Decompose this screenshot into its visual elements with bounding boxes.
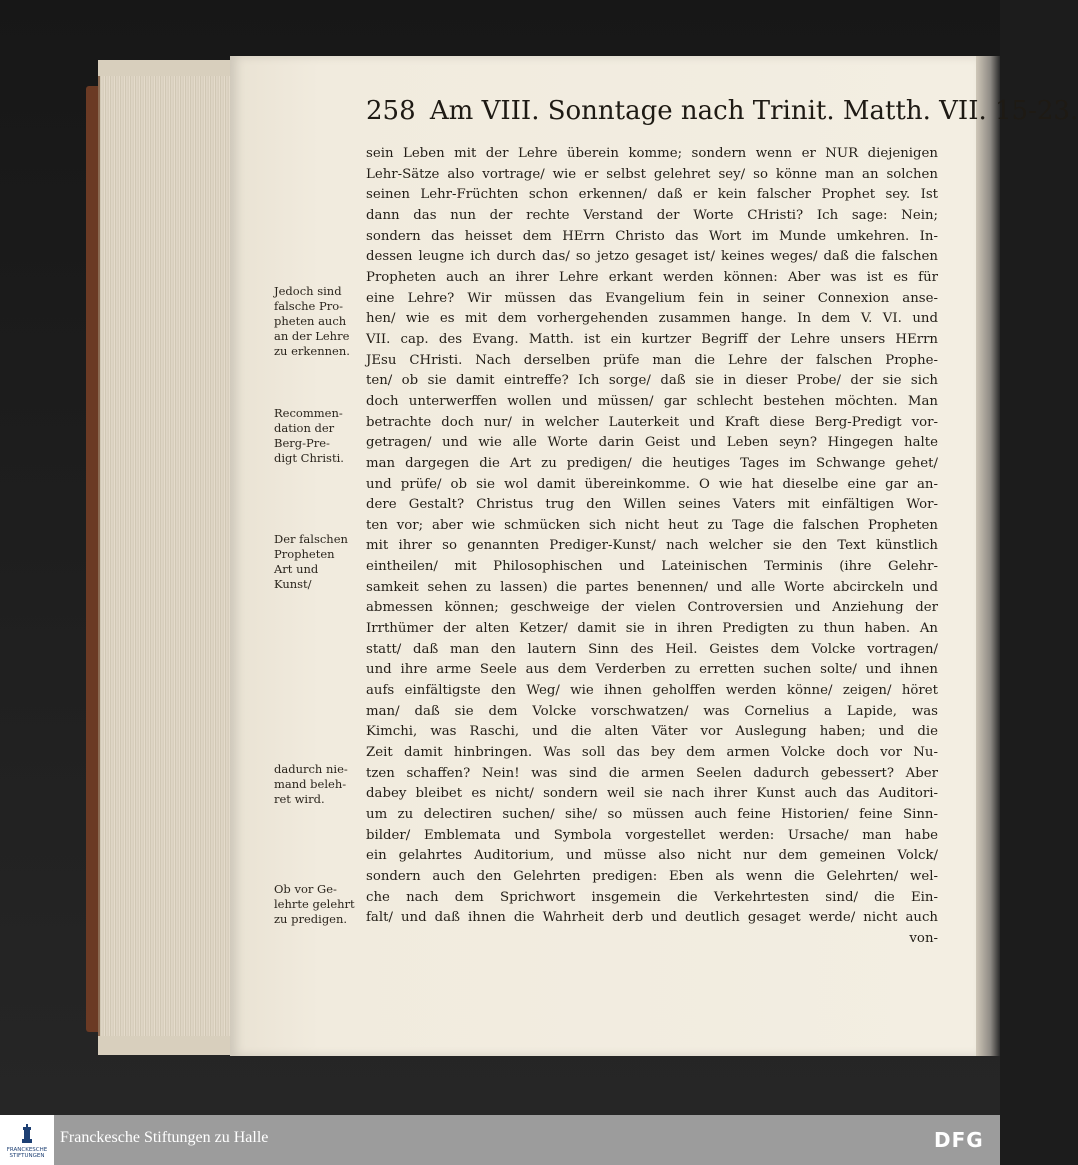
main-text [366, 144, 938, 950]
text-line: und prüfe/ ob sie wol damit übereinkomme. O wie hat dieselbe eine gar an- [366, 476, 938, 492]
stiftungen-emblem-icon [21, 1124, 33, 1144]
dfg-logo[interactable]: DFG [934, 1128, 984, 1152]
text-line: dessen leugne ich durch das/ so jetzo gesaget ist/ keines weges/ daß die falschen [366, 249, 938, 265]
marginal-note [274, 762, 366, 807]
marginal-line: Jedoch sind [274, 284, 342, 298]
text-line: ein gelahrtes Auditorium, und müsse also nicht nur dem gemeinen Volck/ [366, 848, 938, 864]
text-line: sondern das heisset dem HErrn Christo das Wort im Munde umkehren. In- [366, 228, 938, 244]
text-line: ten vor; aber wie schmücken sich nicht heut zu Tage die falschen Propheten [366, 517, 938, 533]
text-line: dabey bleibet es nicht/ sondern weil sie nach ihrer Kunst auch das Auditori- [366, 786, 938, 802]
text-line: statt/ daß man den lautern Sinn des Heil. Geistes dem Volcke vortragen/ [366, 641, 938, 657]
text-line: samkeit sehen zu lassen) die partes benennen/ und alle Worte abcirckeln und [366, 579, 938, 595]
text-line: hen/ wie es mit dem vorhergehenden zusammen hange. In dem V. VI. und [366, 311, 938, 327]
text-line: man dargegen die Art zu predigen/ die heutiges Tages im Schwange gehet/ [366, 455, 938, 471]
marginal-line: Berg-Pre- [274, 436, 330, 450]
institution-name[interactable]: Franckesche Stiftungen zu Halle [60, 1129, 269, 1146]
text-line: Irrthümer der alten Ketzer/ damit sie in ihren Predigten zu thun haben. An [366, 621, 938, 637]
text-line: abmessen können; geschweige der vielen Controversien und Anziehung der [366, 600, 938, 616]
marginal-line: dation der [274, 421, 335, 435]
running-title: Am VIII. Sonntage nach Trinit. Matth. VII. 15-23. [429, 96, 1078, 126]
page-number: 258 [366, 96, 416, 126]
running-header [366, 96, 1078, 126]
text-line: doch unterwerffen wollen und müssen/ gar schlecht bestehen möchten. Man [366, 393, 938, 409]
text-line: eintheilen/ mit Philosophischen und Lateinischen Terminis (ihre Gelehr- [366, 559, 938, 575]
marginal-line: Ob vor Ge- [274, 882, 337, 896]
marginal-line: zu predigen. [274, 912, 348, 926]
text-line: tzen schaffen? Nein! was sind die armen Seelen dadurch gebessert? Aber [366, 765, 938, 781]
marginal-line: Propheten [274, 547, 335, 561]
text-line: dere Gestalt? Christus trug den Willen seines Vaters mit einfältigen Wor- [366, 497, 938, 513]
marginal-note [274, 532, 366, 592]
text-line: aufs einfältigste den Weg/ wie ihnen geholffen werden könne/ zeigen/ höret [366, 683, 938, 699]
text-line: Zeit damit hinbringen. Was soll das bey dem armen Volcke doch vor Nu- [366, 745, 938, 761]
text-line: sondern auch den Gelehrten predigen: Eben als wenn die Gelehrten/ wel- [366, 868, 938, 884]
institution-logo[interactable] [0, 1115, 54, 1165]
marginal-line: falsche Pro- [274, 299, 344, 313]
text-line: seinen Lehr-Früchten schon erkennen/ daß er kein falscher Prophet sey. Ist [366, 187, 938, 203]
text-line: und ihre arme Seele aus dem Verderben zu erretten suchen solte/ und ihnen [366, 662, 938, 678]
text-line: bilder/ Emblemata und Symbola vorgestellet werden: Ursache/ man habe [366, 827, 938, 843]
text-line: che nach dem Sprichwort insgemein die Verkehrtesten sind/ die Ein- [366, 889, 938, 905]
marginal-line: an der Lehre [274, 329, 350, 343]
text-line: betrachte doch nur/ in welcher Lauterkeit und Kraft diese Berg-Predigt vor- [366, 414, 938, 430]
marginal-line: Art und [274, 562, 319, 576]
text-line: sein Leben mit der Lehre überein komme; sondern wenn er NUR diejenigen [366, 146, 938, 161]
marginal-line: Kunst/ [274, 577, 312, 591]
page-edges [98, 76, 232, 1036]
text-line: eine Lehre? Wir müssen das Evangelium fein in seiner Connexion anse- [366, 290, 938, 306]
text-line: um zu delectiren suchen/ sihe/ so müssen auch feine Historien/ feine Sinn- [366, 807, 938, 822]
marginal-line: ret wird. [274, 792, 325, 806]
text-line: Kimchi, was Raschi, und die alten Väter vor Auslegung haben; und die [366, 724, 938, 740]
marginal-line: digt Christi. [274, 451, 344, 465]
viewer-footer [0, 1115, 1000, 1165]
text-line: mit ihrer so genannten Prediger-Kunst/ nach welcher sie den Text künstlich [366, 538, 938, 554]
text-line: Lehr-Sätze also vortrage/ wie er selbst gelehret sey/ so könne man an solchen [366, 166, 938, 182]
marginal-note [274, 882, 366, 927]
facing-page-edge [976, 56, 1000, 1056]
text-line: ten/ ob sie damit eintreffe? Ich sorge/ daß sie in dieser Probe/ der sie sich [366, 373, 938, 389]
marginal-line: zu erkennen. [274, 344, 350, 358]
logo-caption: FRANCKESCHE STIFTUNGEN [6, 1147, 48, 1159]
text-line: Propheten auch an ihrer Lehre erkant werden können: Aber was ist es für [366, 269, 938, 285]
book-page [230, 56, 1078, 1056]
marginal-note [274, 284, 366, 359]
text-line: dann das nun der rechte Verstand der Worte CHristi? Ich sage: Nein; [366, 207, 938, 223]
text-line: VII. cap. des Evang. Matth. ist ein kurtzer Begriff der Lehre unsers HErrn [366, 331, 938, 347]
marginal-line: lehrte gelehrt [274, 897, 355, 911]
marginal-line: mand beleh- [274, 777, 347, 791]
marginal-line: dadurch nie- [274, 762, 348, 776]
marginal-line: Recommen- [274, 406, 343, 420]
text-line: von- [909, 930, 938, 946]
marginal-line: Der falschen [274, 532, 348, 546]
text-line: getragen/ und wie alle Worte darin Geist und Leben seyn? Hingegen halte [366, 435, 938, 451]
text-line: JEsu CHristi. Nach derselben prüfe man die Lehre der falschen Prophe- [366, 352, 938, 368]
text-line: man/ daß sie dem Volcke vorschwatzen/ was Cornelius a Lapide, was [366, 703, 938, 719]
marginal-line: pheten auch [274, 314, 347, 328]
text-line: falt/ und daß ihnen die Wahrheit derb und deutlich gesaget werde/ nicht auch [366, 910, 938, 926]
marginal-note [274, 406, 366, 466]
